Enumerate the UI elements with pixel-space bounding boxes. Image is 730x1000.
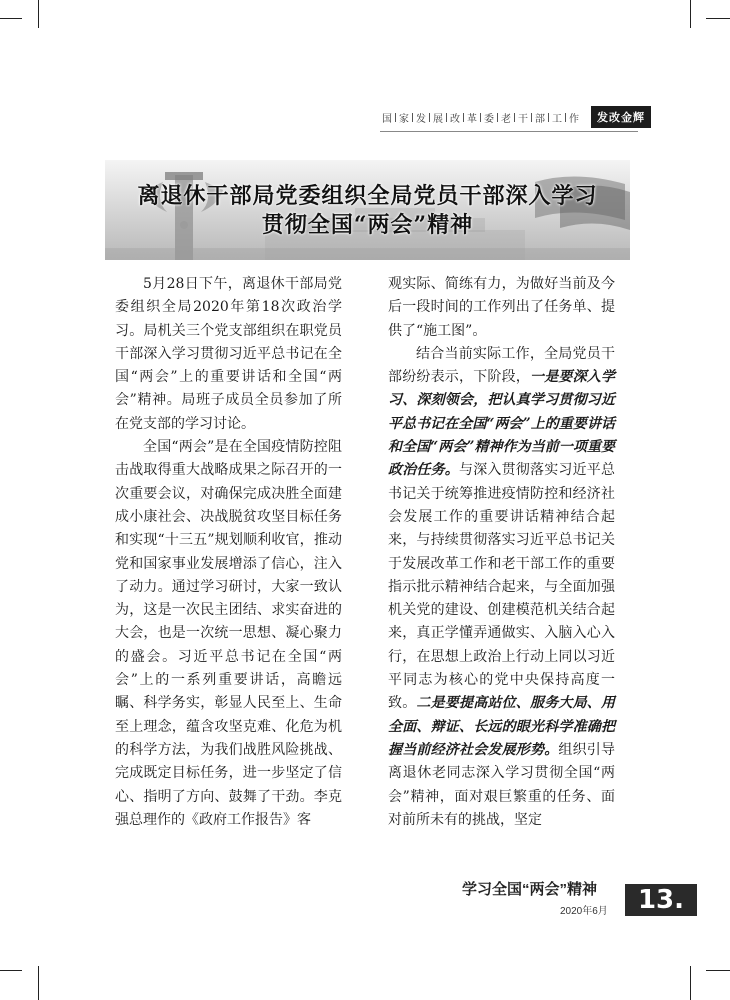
key-point-1: 一是要深入学习、深刻领会，把认真学习贯彻习近平总书记在全国“两会”上的重要讲话和全国“两会”精神作为当前一项重要政治任务。 [388, 369, 615, 479]
article-title-line-2: 贯彻全国“两会”精神 [261, 212, 474, 238]
paragraph-2-continued: 观实际、简练有力，为做好当前及今后一段时间的工作列出了任务单、提供了“施工图”。 [388, 276, 615, 339]
section-char: 展 [433, 113, 443, 125]
section-char: 发 [416, 113, 426, 125]
crop-mark-tr-v [690, 0, 691, 28]
article-title-line-1: 离退休干部局党委组织全局党员干部深入学习 [137, 183, 598, 209]
crop-mark-tl-v [38, 0, 39, 28]
section-char: 部 [535, 113, 545, 125]
paragraph-3-middle: 与深入贯彻落实习近平总书记关于统筹推进疫情防控和经济社会发展工作的重要讲话精神结合起来，与持续贯彻落实习近平总书记关于发展改革工作和老干部工作的重要指示批示精神结合起来，与全面加强机关党的建设、创建模范机关结合起来，真正学懂弄通做实、入脑入心入行，在思想上政治上行动上同以习近平同志为核心的党中央保持高度一致。 [388, 462, 615, 712]
crop-mark-tl-h [0, 18, 22, 19]
section-char: 改 [450, 113, 460, 125]
article-title [105, 182, 630, 240]
column-badge: 发改金辉 [591, 106, 651, 128]
section-char: 家 [399, 113, 409, 125]
page-number: 13. [625, 884, 697, 916]
section-label [380, 110, 581, 125]
key-point-2: 二是要提高站位、服务大局、用全面、辩证、长远的眼光科学准确把握当前经济社会发展形势。 [388, 695, 616, 758]
footer-section-title: 学习全国“两会”精神 [462, 881, 598, 898]
paragraph-3 [388, 343, 615, 832]
paragraph-2: 全国“两会”是在全国疫情防控阻击战取得重大战略成果之际召开的一次重要会议，对确保完成决胜全面建成小康社会、决战脱贫攻坚目标任务和实现“十三五”规划顺利收官，推动党和国家事业发展增添了信心，注入了动力。通过学习研讨，大家一致认为，这是一次民主团结、求实奋进的大会，也是一次统一思想、凝心聚力的盛会。习近平总书记在全国“两会”上的一系列重要讲话，高瞻远瞩、科学务实，彰显人民至上、生命至上理念，蕴含攻坚克难、化危为机的科学方法，为我们战胜风险挑战、完成既定目标任务，进一步坚定了信心、指明了方向、鼓舞了干劲。李克强总理作的《政府工作报告》客 [115, 439, 342, 828]
section-header [380, 105, 651, 129]
paragraph-1: 5月28日下午，离退休干部局党委组织全局2020年第18次政治学习。局机关三个党支部组织在职党员干部深入学习贯彻习近平总书记在全国“两会”上的重要讲话和全国“两会”精神。局班子成员全员参加了所在党支部的学习讨论。 [115, 276, 342, 432]
crop-mark-br-h [706, 970, 730, 971]
crop-mark-bl-h [0, 970, 22, 971]
section-char: 干 [518, 113, 528, 125]
crop-mark-tr-h [706, 18, 730, 19]
title-banner [105, 160, 630, 260]
section-char: 老 [501, 113, 511, 125]
section-char: 委 [484, 113, 494, 125]
footer-issue-date: 2020年6月 [560, 906, 608, 917]
paragraph-3-tail: 组织引导离退休老同志深入学习贯彻全国“两会”精神，面对艰巨繁重的任务、面对前所未有的挑战，坚定 [388, 741, 616, 828]
article-column-left [115, 273, 342, 832]
crop-mark-br-v [690, 966, 691, 1000]
section-char: 国 [382, 113, 392, 125]
section-char: 革 [467, 113, 477, 125]
section-char: 工 [552, 113, 562, 125]
crop-mark-bl-v [38, 966, 39, 1000]
header-divider [380, 131, 638, 132]
paragraph-3-intro: 结合当前实际工作，全局党员干部纷纷表示，下阶段， [388, 345, 615, 386]
article-column-right [388, 273, 615, 832]
section-char: 作 [569, 113, 579, 125]
